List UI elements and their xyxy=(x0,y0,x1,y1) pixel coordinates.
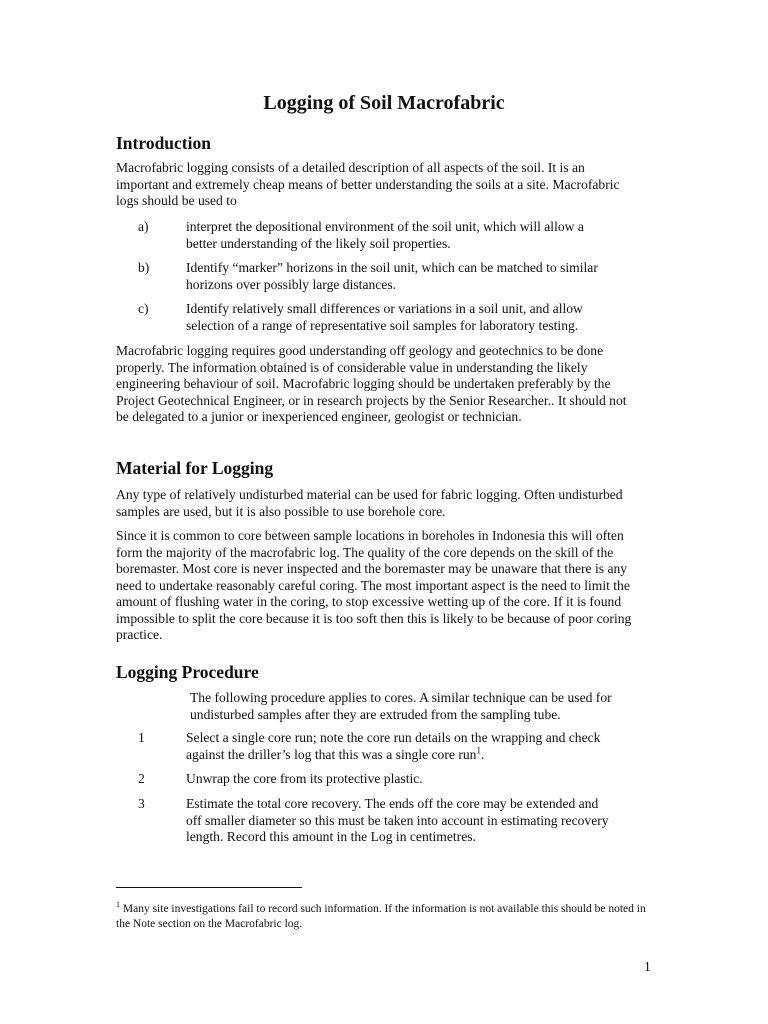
footnote xyxy=(116,902,656,932)
list-marker: b) xyxy=(138,260,150,275)
list-marker: c) xyxy=(138,301,149,316)
document-title: Logging of Soil Macrofabric xyxy=(263,92,505,114)
footnote-number: 1 xyxy=(116,900,120,910)
heading-material-for-logging: Material for Logging xyxy=(116,458,274,478)
footnote-reference[interactable]: 1 xyxy=(476,744,481,755)
page-number: 1 xyxy=(644,959,651,974)
heading-introduction: Introduction xyxy=(116,133,211,153)
material-paragraph-2: Since it is common to core between sample locations in boreholes in Indonesia this will often form the majority of the macrofabric log. The quality of the core depends on the skill of the boremaster. Most core is never inspected and the boremaster may be unaware that there is any need to undertake reasonably careful coring. The most important aspect is the need to limit the amount of flushing water in the coring, to stop excessive wetting up of the core. If it is found impossible to split the core because it is too soft then this is likely to be because of poor coring practice. xyxy=(116,528,632,642)
list-item-text: Unwrap the core from its protective plastic. xyxy=(186,771,423,786)
list-item-text: interpret the depositional environment of the soil unit, which will allow a better understanding of the likely soil properties. xyxy=(186,219,584,251)
intro-paragraph-1: Macrofabric logging consists of a detailed description of all aspects of the soil. It is an important and extremely cheap means of better understanding the soils at a site. Macrofabric logs should be used to xyxy=(116,160,620,208)
intro-paragraph-2: Macrofabric logging requires good understanding off geology and geotechnics to be done properly. The information obtained is of considerable value in understanding the likely engineering behaviour of soil. Macrofabric logging should be undertaken preferably by the Project Geotechnical Engineer, or in research projects by the Senior Researcher.. It should not be delegated to a junior or inexperienced engineer, geologist or technician. xyxy=(116,343,627,424)
step-text-end: . xyxy=(480,746,485,762)
procedure-intro: The following procedure applies to cores. A similar technique can be used for undisturbed samples after they are extruded from the sampling tube. xyxy=(190,690,612,722)
list-item-text xyxy=(186,730,616,763)
list-item-text: Identify relatively small differences or variations in a soil unit, and allow selection of a range of representative soil samples for laboratory testing. xyxy=(186,301,583,333)
footnote-separator xyxy=(116,887,302,888)
list-item-text: Identify “marker” horizons in the soil unit, which can be matched to similar horizons over possibly large distances. xyxy=(186,260,598,292)
list-marker: 3 xyxy=(138,796,145,811)
step-text: Select a single core run; note the core run details on the wrapping and check against the driller’s log that this was a single core run xyxy=(186,730,601,762)
list-marker: 2 xyxy=(138,771,145,786)
list-item-text: Estimate the total core recovery. The ends off the core may be extended and off smaller diameter so this must be taken into account in estimating recovery length. Record this amount in the Log in centimetres. xyxy=(186,796,609,844)
footnote-text: Many site investigations fail to record such information. If the information is not available this should be noted in the Note section on the Macrofabric log. xyxy=(116,903,646,930)
list-marker: a) xyxy=(138,219,149,234)
material-paragraph-1: Any type of relatively undisturbed material can be used for fabric logging. Often undisturbed samples are used, but it is also possible to use borehole core. xyxy=(116,487,623,519)
heading-logging-procedure: Logging Procedure xyxy=(116,662,259,682)
list-marker: 1 xyxy=(138,730,145,745)
